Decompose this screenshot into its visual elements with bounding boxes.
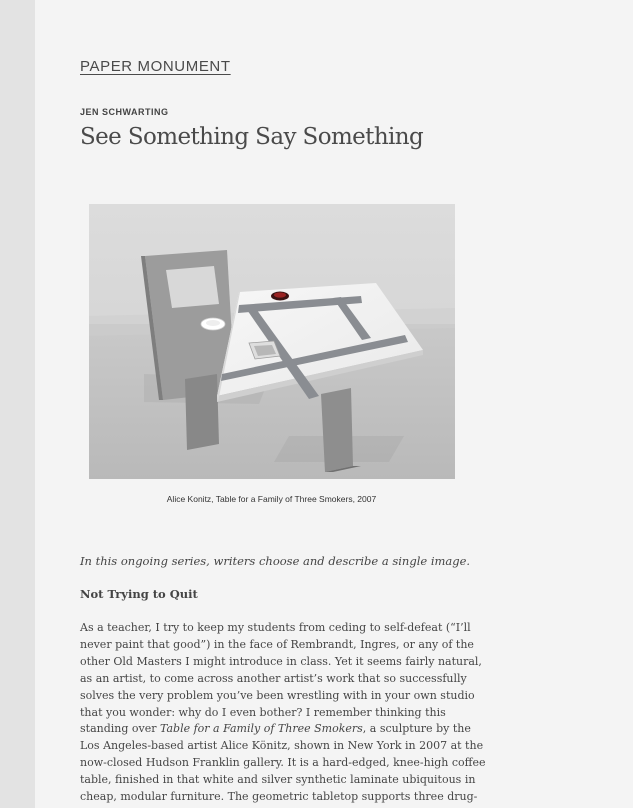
body-line: solves the very problem you’ve been wrestling with in your own studio (80, 688, 475, 702)
body-text: standing over (80, 722, 160, 736)
image-caption: Alice Konitz, Table for a Family of Three Smokers, 2007 (166, 494, 377, 504)
body-line: As a teacher, I try to keep my students from ceding to self-defeat (“I’ll (80, 621, 471, 634)
section-subheading: Not Trying to Quit (80, 587, 198, 601)
left-sidebar-strip (0, 0, 35, 808)
body-line (80, 721, 485, 738)
series-intro: In this ongoing series, writers choose and describe a single image. (80, 554, 471, 568)
article-body (80, 620, 485, 806)
body-line: as an artist, to come across another artist’s work that so successfully (80, 671, 467, 685)
artwork-photo (89, 204, 455, 479)
body-line: other Old Masters I might introduce in class. Yet it seems fairly natural, (80, 654, 482, 668)
body-line: never paint that good”) in the face of Rembrandt, Ingres, or any of the (80, 637, 474, 651)
body-text: , a sculpture by the (362, 722, 471, 736)
body-line: table, finished in that white and silver synthetic laminate ubiquitous in (80, 773, 476, 787)
author-name[interactable]: JEN SCHWARTING (80, 107, 169, 117)
body-line: cheap, modular furniture. The geometric tabletop supports three drug- (80, 790, 478, 804)
site-title-link[interactable]: PAPER MONUMENT (80, 58, 231, 75)
table-sculpture-illustration (89, 204, 455, 479)
artwork-title: Table for a Family of Three Smokers (160, 722, 363, 736)
body-line: now-closed Hudson Franklin gallery. It is a hard-edged, knee-high coffee (80, 756, 486, 770)
article-title: See Something Say Something (80, 124, 424, 150)
body-line: Los Angeles-based artist Alice Könitz, shown in New York in 2007 at the (80, 739, 484, 753)
body-line: that you wonder: why do I even bother? I remember thinking this (80, 705, 446, 719)
